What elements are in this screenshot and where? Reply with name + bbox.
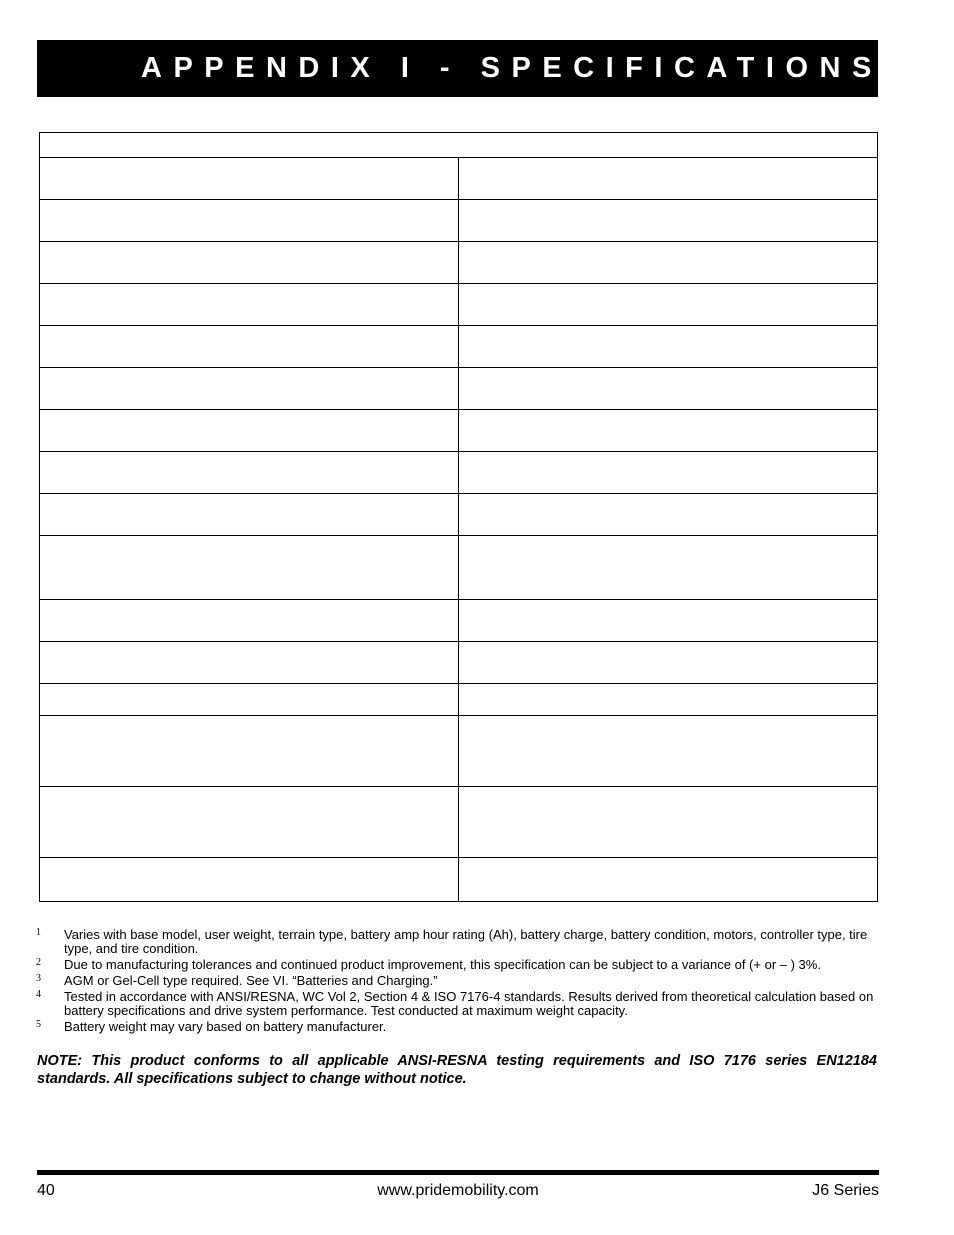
spec-label-cell [40,787,459,858]
footnote-number: 4 [36,989,41,1000]
footnote-number: 3 [36,973,41,984]
footnote-text: Varies with base model, user weight, terrain type, battery amp hour rating (Ah), battery charge, battery condition, motors, controller type, tire type, and tire condition. [64,927,868,956]
table-header-cell [40,133,878,158]
footnote [36,1020,878,1034]
table-header-row [40,133,878,158]
spec-value-cell [459,716,878,787]
table-row [40,368,878,410]
spec-value-cell [459,242,878,284]
table-row [40,200,878,242]
spec-value-cell [459,410,878,452]
spec-label-cell [40,158,459,200]
footnote-number: 2 [36,957,41,968]
page-title: APPENDIX I - SPECIFICATIONS [141,52,883,84]
spec-value-cell [459,787,878,858]
spec-label-cell [40,494,459,536]
conformance-note: NOTE: This product conforms to all applicable ANSI-RESNA testing requirements and ISO 7176 series EN12184 standards. All specifications subject to change without notice. [37,1053,877,1087]
table-row [40,494,878,536]
table-row [40,642,878,684]
spec-value-cell [459,684,878,716]
table-row [40,536,878,600]
table-row [40,787,878,858]
spec-label-cell [40,600,459,642]
footnote [36,990,878,1018]
footer-divider [37,1170,879,1175]
spec-value-cell [459,858,878,902]
table-row [40,410,878,452]
footnote [36,928,878,956]
specifications-table [39,132,878,902]
table-row [40,600,878,642]
table-row [40,284,878,326]
page-number: 40 [37,1182,55,1199]
spec-value-cell [459,284,878,326]
spec-label-cell [40,716,459,787]
spec-label-cell [40,858,459,902]
spec-value-cell [459,642,878,684]
table-row [40,158,878,200]
table-row [40,716,878,787]
footnote-text: Battery weight may vary based on battery manufacturer. [64,1019,387,1034]
table-row [40,858,878,902]
footnote-text: Tested in accordance with ANSI/RESNA, WC Vol 2, Section 4 & ISO 7176-4 standards. Results derived from theoretical calculation based on battery specifications and drive system performance. Test conducted at maximum weight capacity. [64,989,874,1018]
spec-value-cell [459,368,878,410]
footnote-text: AGM or Gel-Cell type required. See VI. “Batteries and Charging.” [64,973,438,988]
footnote-text: Due to manufacturing tolerances and continued product improvement, this specification can be subject to a variance of (+ or – ) 3%. [64,957,821,972]
spec-value-cell [459,536,878,600]
table-row [40,326,878,368]
spec-label-cell [40,242,459,284]
footnote-number: 1 [36,927,41,938]
spec-label-cell [40,368,459,410]
spec-label-cell [40,536,459,600]
spec-label-cell [40,684,459,716]
footer-url: www.pridemobility.com [377,1182,539,1199]
footnotes [36,928,878,1036]
spec-label-cell [40,200,459,242]
product-series: J6 Series [812,1182,879,1199]
spec-value-cell [459,158,878,200]
spec-label-cell [40,284,459,326]
footnote [36,958,878,972]
table-row [40,684,878,716]
footnote [36,974,878,988]
spec-value-cell [459,600,878,642]
spec-value-cell [459,494,878,536]
spec-value-cell [459,452,878,494]
spec-label-cell [40,642,459,684]
spec-value-cell [459,326,878,368]
spec-label-cell [40,410,459,452]
table-row [40,242,878,284]
table-row [40,452,878,494]
footnote-number: 5 [36,1019,41,1030]
appendix-banner [37,40,883,97]
spec-value-cell [459,200,878,242]
spec-label-cell [40,452,459,494]
spec-label-cell [40,326,459,368]
